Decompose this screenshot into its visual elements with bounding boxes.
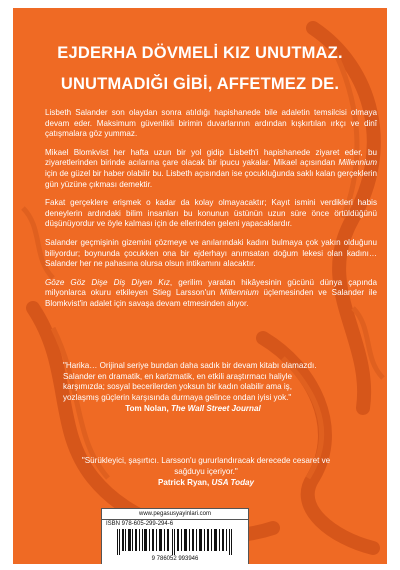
publisher-url: www.pegasusyayinlari.com [102, 509, 248, 520]
blurb-paragraph-5 [45, 278, 377, 310]
blurb-paragraph-5-italic: Millennium [220, 288, 259, 298]
review-quote-2-author: Patrick Ryan, [157, 478, 212, 488]
review-quote-1-author: Tom Nolan, [125, 404, 171, 414]
blurb-paragraph-2 [45, 148, 377, 190]
blurb-paragraph-2-text-b: için de güzel bir haber olabilir bu. Lisbeth açısından ise çocukluğunda saklı kalan gerçeklerin gün yüzüne çıkması demektir. [45, 168, 377, 189]
book-title-italic: Göze Göz Dişe Diş Diyen Kız [45, 277, 170, 287]
review-quote-1 [63, 361, 323, 415]
headline-line-1: EJDERHA DÖVMELİ KIZ UNUTMAZ. [57, 44, 343, 62]
blurb-paragraph-4: Salander geçmişinin gizemini çözmeye ve anılarındaki kadını bulmaya çok yakın olduğunu biliyordur; boynunda çocukken ona bir ejderhayı anımsatan doğum lekesi olan kadını… Salander her ne pahasına olursa olsun intikamını alacaktır. [45, 237, 377, 269]
isbn-label: ISBN 978-605-299-294-6 [106, 521, 174, 527]
blurb [45, 108, 377, 318]
blurb-paragraph-5-text-a: , gerilim yaratan hikâyesinin gücünü dünya çapında milyonlarca okuru etkileyen Stieg Larsson'un [45, 277, 377, 298]
review-quote-2-attribution [71, 478, 341, 489]
barcode-block [101, 508, 249, 564]
blurb-paragraph-2-italic: Millennium [338, 158, 377, 168]
barcode-digits: 9 786052 993946 [151, 556, 199, 562]
barcode-icon [115, 529, 235, 555]
review-quote-1-source: The Wall Street Journal [170, 404, 261, 414]
blurb-paragraph-2-text-a: Mikael Blomkvist her hafta uzun bir yol gidip Lisbeth'i hapishanede ziyaret eder, bu ziyaretlerinden birinde acılarına çare olacak bir ipucu yakalar. Mikael açısından [45, 147, 377, 168]
blurb-paragraph-1: Lisbeth Salander son olaydan sonra atıldığı hapishanede bile adaletin temsilcisi olmaya devam eder. Maksimum güvenlikli birimin duvarlarının ardından kışkırtılan ırkçı ve dinî çatışmalara göz yummaz. [45, 108, 377, 139]
review-quote-2-text: "Sürükleyici, şaşırtıcı. Larsson'u gururlandıracak derecede cesaret ve sağduyu içeriyor." [81, 456, 331, 476]
back-cover [13, 8, 387, 564]
blurb-paragraph-5-text-b: üçlemesinden ve Salander ile Blomkvist'in adalet için savaşa devam etmesinden alıyor. [45, 288, 377, 308]
blurb-paragraph-3: Fakat gerçeklere erişmek o kadar da kolay olmayacaktır; Kayıt ismini verdikleri habis deneylerin ardındaki bilim insanları bu konunun üstünün uzun süre önce örtüldüğünü düşünüyordur ve öyle kalması için de ellerinden geleni yapacaklardır. [45, 198, 377, 229]
review-quote-2 [71, 456, 341, 489]
review-quote-1-attribution [63, 404, 323, 415]
review-quote-2-source: USA Today [211, 478, 255, 488]
headline-line-2: UNUTMADIĞI GİBİ, AFFETMEZ DE. [60, 75, 340, 93]
review-quote-1-text: "Harika… Orijinal seriye bundan daha sadık bir devam kitabı olamazdı. Salander en dramatik, en karizmatik, en etkili araştırmacı haliyle karşımızda; sosyal becerilerden yoksun bir kadın olabilir ama iş, yozlaşmış güçlerin karşısında durmaya gelince ondan iyisi yok." [63, 361, 317, 402]
